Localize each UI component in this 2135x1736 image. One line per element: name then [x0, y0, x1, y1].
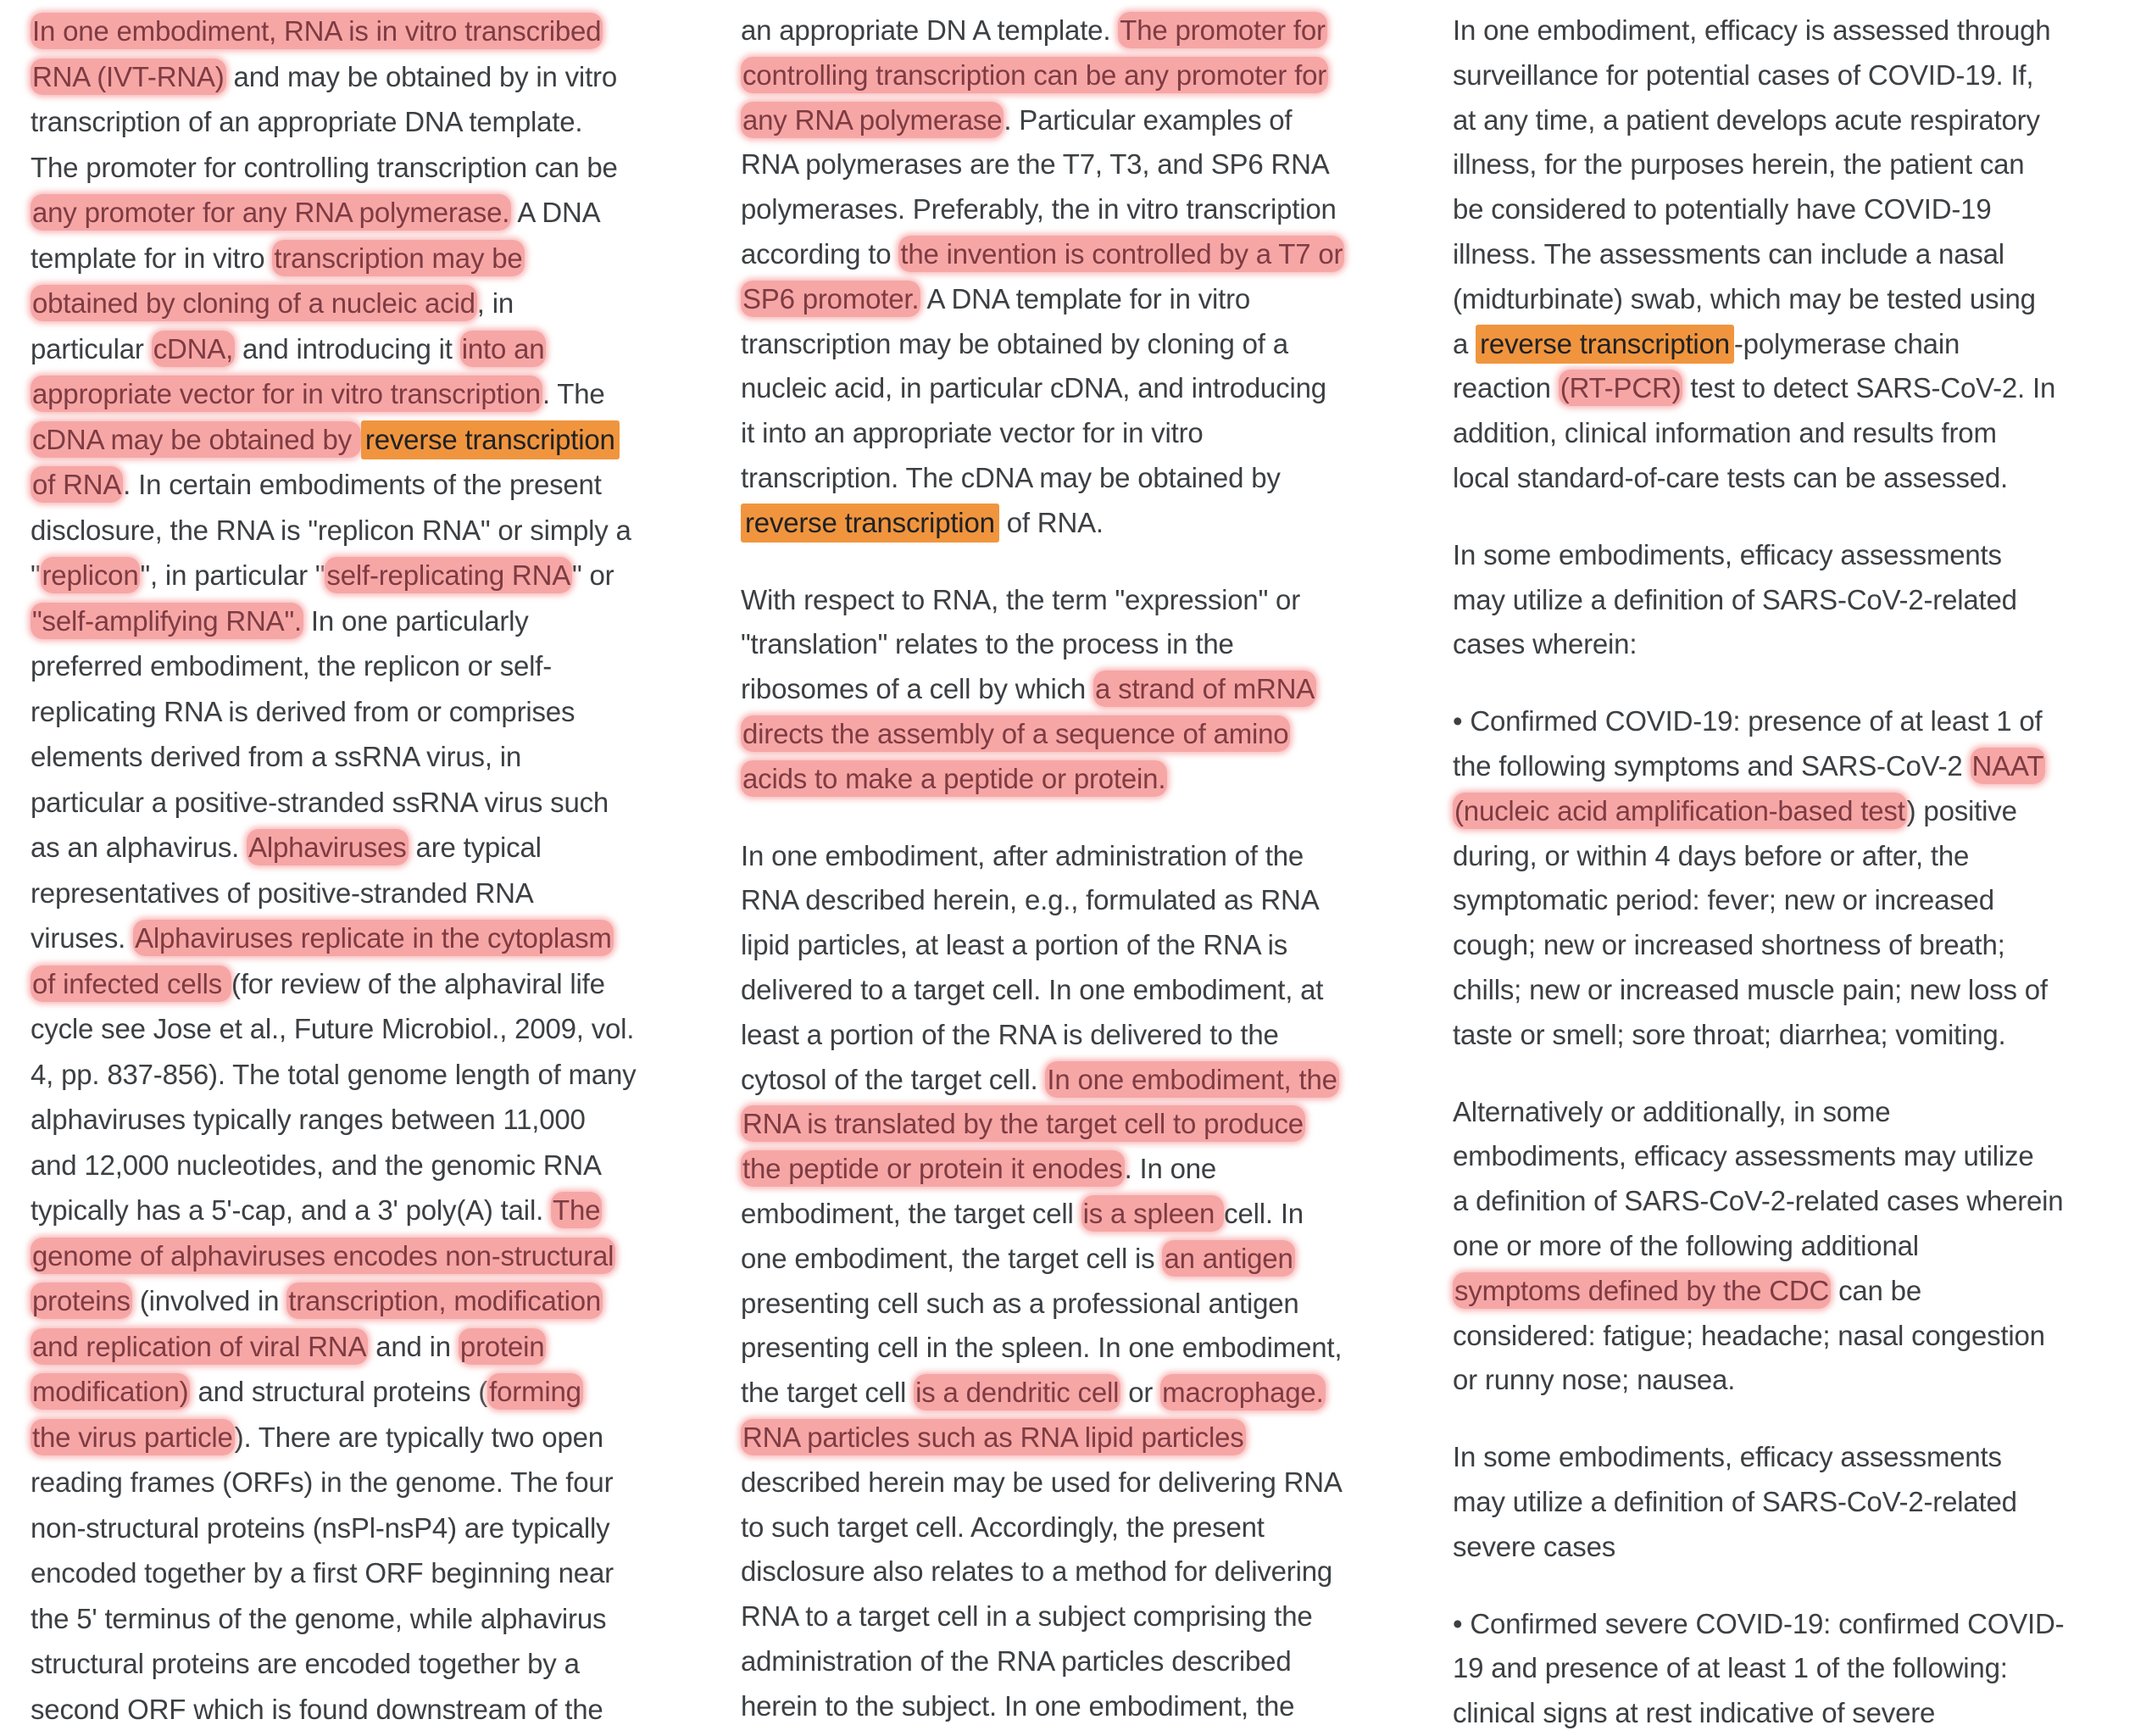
text-line [1453, 834, 2131, 879]
text-segment: and structural proteins ( [190, 1376, 488, 1407]
text-line [1453, 411, 2131, 456]
text-segment: local standard-of-care tests can be assessed. [1453, 461, 2009, 493]
pink-highlight: replicon [41, 557, 141, 593]
text-line [1453, 878, 2131, 923]
text-segment: ). There are typically two open [234, 1421, 603, 1453]
text-line [741, 456, 1419, 501]
text-column-3 [1453, 0, 2131, 1736]
text-line [1453, 322, 2131, 367]
text-line [741, 878, 1419, 923]
pink-highlight: cDNA, [152, 331, 235, 367]
pink-highlight: The promoter for [1118, 12, 1327, 48]
text-line [741, 1505, 1419, 1550]
text-segment: disclosure, the RNA is "replicon RNA" or simply a [31, 514, 631, 546]
text-segment: can be [1831, 1274, 1921, 1306]
text-line [741, 1326, 1419, 1371]
text-segment: , in [476, 287, 514, 319]
text-segment: -polymerase chain [1733, 327, 1960, 359]
text-segment: "translation" relates to the process in the [741, 628, 1234, 660]
text-line [31, 1052, 709, 1098]
text-segment: . Particular examples of [1004, 103, 1293, 136]
text-line [741, 411, 1419, 456]
text-segment: lipid particles, at least a portion of the RNA is [741, 929, 1288, 961]
pink-highlight: NAAT [1971, 748, 2046, 784]
text-line [1453, 699, 2131, 744]
text-segment: (for review of the alphaviral life [231, 967, 605, 999]
text-segment: In one embodiment, after administration of the [741, 839, 1304, 871]
text-line [741, 277, 1419, 322]
text-line [741, 142, 1419, 187]
text-line [1453, 8, 2131, 53]
pink-highlight: directs the assembly of a sequence of amino [741, 715, 1290, 752]
text-segment: ", in particular " [140, 559, 325, 591]
text-line [31, 1233, 709, 1279]
text-line [31, 326, 709, 372]
pink-highlight: RNA is translated by the target cell to produce [741, 1105, 1305, 1142]
text-line [741, 834, 1419, 879]
text-line [1453, 366, 2131, 411]
text-line [741, 1684, 1419, 1729]
text-segment: taste or smell; sore throat; diarrhea; vomiting. [1453, 1018, 2006, 1050]
orange-highlight: reverse transcription [741, 504, 999, 542]
text-line [741, 1639, 1419, 1684]
pink-highlight: acids to make a peptide or protein. [741, 760, 1167, 797]
text-segment: cycle see Jose et al., Future Microbiol., 2009, vol. [31, 1013, 635, 1044]
text-line [741, 578, 1419, 623]
pink-highlight: of RNA [31, 466, 123, 503]
text-line [741, 1102, 1419, 1147]
text-segment: second ORF which is found downstream of the [31, 1693, 603, 1725]
text-segment: transcription of an appropriate DNA template. [31, 106, 583, 137]
text-line [741, 1237, 1419, 1282]
text-segment: an appropriate DN A template. [741, 14, 1119, 46]
text-segment: to such target cell. Accordingly, the present [741, 1511, 1265, 1543]
text-segment: and introducing it [235, 332, 460, 364]
text-segment: RNA polymerases are the T7, T3, and SP6 RNA [741, 148, 1330, 181]
pink-highlight: of infected cells [31, 965, 231, 1002]
text-segment: replicating RNA is derived from or comprises [31, 695, 575, 727]
text-line [741, 1550, 1419, 1594]
text-segment: least a portion of the RNA is delivered to the [741, 1018, 1279, 1050]
text-segment: ribosomes of a cell by which [741, 673, 1094, 705]
text-line [31, 8, 709, 54]
paragraph-gap [1453, 667, 2131, 699]
text-line [741, 366, 1419, 411]
text-segment: delivered to a target cell. In one embodiment, at [741, 973, 1324, 1005]
text-segment: are typical [408, 832, 542, 863]
text-line [741, 1416, 1419, 1461]
text-line [1453, 1269, 2131, 1314]
text-segment: alphaviruses typically ranges between 11,000 [31, 1104, 586, 1135]
text-segment: (midturbinate) swab, which may be tested using [1453, 282, 2036, 314]
text-segment: clinical signs at rest indicative of severe [1453, 1697, 1936, 1729]
text-segment: elements derived from a ssRNA virus, in [31, 741, 522, 772]
text-segment: disclosure also relates to a method for delivering [741, 1555, 1333, 1588]
text-segment: or [1120, 1377, 1161, 1409]
text-line [1453, 1314, 2131, 1359]
text-segment: 19 and presence of at least 1 of the following: [1453, 1652, 2008, 1684]
text-segment: transcription may be obtained by cloning of a [741, 327, 1288, 359]
text-segment: as an alphavirus. [31, 832, 247, 863]
text-segment: reaction [1453, 372, 1559, 404]
text-line [31, 1324, 709, 1370]
text-segment: preferred embodiment, the replicon or self- [31, 650, 553, 682]
text-segment: and 12,000 nucleotides, and the genomic RNA [31, 1149, 602, 1181]
text-line [31, 99, 709, 145]
text-line [741, 622, 1419, 667]
text-segment: particular a positive-stranded ssRNA virus such [31, 786, 609, 818]
text-segment: or runny nose; nausea. [1453, 1364, 1736, 1396]
text-line [31, 871, 709, 916]
text-line [31, 1596, 709, 1642]
text-segment: test to detect SARS-CoV-2. In [1682, 372, 2056, 404]
text-segment: non-structural proteins (nsPl-nsP4) are typically [31, 1511, 610, 1544]
text-line [31, 915, 709, 961]
text-segment: ) positive [1906, 794, 2017, 826]
pink-highlight: genome of alphaviruses encodes non-structural [31, 1238, 615, 1274]
text-line [31, 417, 709, 463]
text-line [741, 968, 1419, 1013]
text-segment: chills; new or increased muscle pain; new loss of [1453, 973, 2048, 1005]
text-line [741, 1371, 1419, 1416]
text-segment: In some embodiments, efficacy assessments [1453, 1441, 2002, 1473]
text-segment: encoded together by a first ORF beginning near [31, 1557, 614, 1589]
text-line [31, 1097, 709, 1143]
pink-highlight: (RT-PCR) [1559, 370, 1683, 406]
text-line [1453, 1224, 2131, 1269]
pink-highlight: transcription may be [272, 240, 524, 276]
text-segment: of RNA. [998, 506, 1104, 538]
text-line [1453, 1480, 2131, 1525]
text-line [1453, 1602, 2131, 1647]
text-segment: a definition of SARS-CoV-2-related cases wherein [1453, 1185, 2064, 1217]
text-segment: . In one [1124, 1153, 1217, 1185]
pink-highlight: obtained by cloning of a nucleic acid [31, 285, 477, 321]
text-line [1453, 1646, 2131, 1691]
text-line [1453, 1358, 2131, 1403]
pink-highlight: controlling transcription can be any promoter for [741, 57, 1328, 93]
pink-highlight: protein [459, 1328, 547, 1365]
text-segment: structural proteins are encoded together by a [31, 1648, 580, 1679]
text-segment: (involved in [131, 1285, 287, 1316]
text-line [1453, 98, 2131, 143]
text-line [31, 54, 709, 100]
text-segment: transcription. The cDNA may be obtained by [741, 461, 1281, 493]
text-line [31, 281, 709, 326]
text-column-1 [31, 0, 709, 1732]
text-segment: during, or within 4 days before or after, the [1453, 839, 1970, 871]
text-segment: embodiment, the target cell [741, 1197, 1081, 1229]
text-line [741, 98, 1419, 143]
text-line [31, 236, 709, 281]
text-line [741, 712, 1419, 757]
text-line [1453, 1013, 2131, 1058]
text-segment: In one particularly [303, 604, 529, 637]
text-line [31, 1641, 709, 1687]
text-line [31, 371, 709, 417]
text-segment: typically has a 5'-cap, and a 3' poly(A) tail. [31, 1194, 552, 1226]
text-line [31, 734, 709, 780]
text-line [1453, 968, 2131, 1013]
paragraph-gap [1453, 1058, 2131, 1090]
text-segment: • Confirmed COVID-19: presence of at least 1 of [1453, 705, 2043, 737]
text-line [1453, 533, 2131, 578]
pink-highlight: modification) [31, 1373, 190, 1410]
text-segment: symptomatic period: fever; new or increased [1453, 884, 1994, 916]
pink-highlight: Alphaviruses replicate in the cytoplasm [133, 920, 614, 956]
pink-highlight: the peptide or protein it enodes [741, 1150, 1125, 1187]
text-segment: according to [741, 237, 899, 270]
text-segment: RNA described herein, e.g., formulated as RNA [741, 884, 1320, 916]
pink-highlight: any promoter for any RNA polymerase. [31, 194, 511, 231]
text-line [1453, 622, 2131, 667]
text-line [1453, 187, 2131, 232]
text-segment: presenting cell such as a professional antigen [741, 1287, 1299, 1319]
text-line [1453, 1435, 2131, 1480]
text-line [741, 53, 1419, 98]
pink-highlight: cDNA may be obtained by [31, 421, 361, 458]
text-line [31, 961, 709, 1007]
text-segment: • Confirmed severe COVID-19: confirmed COVID- [1453, 1607, 2065, 1639]
text-line [31, 1550, 709, 1596]
pink-highlight: macrophage. [1160, 1374, 1325, 1410]
text-line [31, 508, 709, 554]
text-line [31, 1143, 709, 1188]
text-segment: cytosol of the target cell. [741, 1063, 1046, 1095]
pink-highlight: a strand of mRNA [1093, 670, 1316, 707]
text-column-2 [741, 0, 1419, 1728]
pink-highlight: (nucleic acid amplification-based test [1453, 793, 1907, 829]
text-line [31, 190, 709, 236]
pink-highlight: SP6 promoter. [741, 281, 920, 317]
text-segment: a [1453, 327, 1476, 359]
text-line [741, 322, 1419, 367]
text-line [741, 1013, 1419, 1058]
text-segment: cough; new or increased shortness of breath; [1453, 929, 2005, 961]
text-segment: RNA to a target cell in a subject comprising the [741, 1600, 1313, 1633]
pink-highlight: appropriate vector for in vitro transcription [31, 376, 542, 412]
text-segment: it into an appropriate vector for in vitro [741, 417, 1204, 449]
pink-highlight: transcription, modification [286, 1283, 603, 1319]
text-segment: reading frames (ORFs) in the genome. The four [31, 1466, 614, 1498]
text-line [31, 1006, 709, 1052]
pink-highlight: into an [460, 331, 547, 367]
text-segment: illness, for the purposes herein, the patient can [1453, 148, 2025, 181]
text-line [741, 667, 1419, 712]
text-segment: . In certain embodiments of the present [123, 469, 602, 500]
text-line [31, 780, 709, 826]
text-segment: In some embodiments, efficacy assessments [1453, 538, 2002, 570]
pink-highlight: self-replicating RNA [325, 557, 572, 593]
orange-highlight: reverse transcription [1476, 325, 1734, 364]
text-segment: Alternatively or additionally, in some [1453, 1095, 1891, 1127]
paragraph-gap [741, 802, 1419, 834]
text-line [741, 757, 1419, 802]
text-segment: the 5' terminus of the genome, while alphavirus [31, 1602, 607, 1634]
text-line [741, 1192, 1419, 1237]
pink-highlight: the virus particle [31, 1419, 235, 1455]
text-line [741, 923, 1419, 968]
text-line [1453, 1525, 2131, 1570]
text-segment: cell. In [1224, 1197, 1304, 1229]
text-segment: administration of the RNA particles described [741, 1644, 1292, 1677]
text-segment: illness. The assessments can include a nasal [1453, 237, 2004, 270]
text-line [1453, 789, 2131, 834]
text-line [31, 462, 709, 508]
text-line [1453, 232, 2131, 277]
orange-highlight: reverse transcription [361, 420, 620, 459]
text-line [31, 643, 709, 689]
text-line [31, 1505, 709, 1551]
text-segment: cases wherein: [1453, 628, 1637, 660]
text-segment: considered: fatigue; headache; nasal congestion [1453, 1319, 2045, 1351]
pink-highlight: proteins [31, 1283, 132, 1319]
paragraph-gap [741, 546, 1419, 578]
paragraph-gap [1453, 1403, 2131, 1435]
text-segment: one or more of the following additional [1453, 1229, 1919, 1261]
text-line [31, 1460, 709, 1505]
text-segment: polymerases. Preferably, the in vitro transcription [741, 193, 1337, 225]
pink-highlight: is a dendritic cell [914, 1374, 1120, 1410]
text-line [1453, 578, 2131, 623]
pink-highlight: RNA particles such as RNA lipid particles [741, 1419, 1246, 1455]
text-segment: With respect to RNA, the term "expression" or [741, 583, 1300, 615]
text-line [31, 553, 709, 598]
text-line [31, 598, 709, 644]
text-segment: embodiments, efficacy assessments may utilize [1453, 1140, 2034, 1172]
text-line [1453, 53, 2131, 98]
text-segment: " or [572, 559, 614, 591]
text-segment: one embodiment, the target cell is [741, 1242, 1163, 1274]
text-line [1453, 1134, 2131, 1179]
pink-highlight: is a spleen [1081, 1195, 1225, 1232]
text-segment: particular [31, 332, 152, 364]
paragraph-gap [1453, 1570, 2131, 1602]
text-segment: severe cases [1453, 1530, 1616, 1562]
text-segment: addition, clinical information and results from [1453, 417, 1997, 449]
text-segment: The promoter for controlling transcription can be [31, 151, 618, 183]
pink-highlight: "self-amplifying RNA". [31, 603, 303, 639]
text-segment: and in [368, 1330, 459, 1362]
text-segment: . The [542, 378, 605, 409]
text-segment: may utilize a definition of SARS-CoV-2-related [1453, 1485, 2017, 1517]
text-segment: A DNA [511, 197, 601, 228]
text-line [31, 1369, 709, 1415]
pink-highlight: forming [487, 1373, 583, 1410]
text-segment: A DNA template for in vitro [920, 282, 1251, 314]
pink-highlight: In one embodiment, RNA is in vitro transcribed [31, 13, 603, 49]
pink-highlight: RNA (IVT-RNA) [31, 58, 226, 95]
text-segment: presenting cell in the spleen. In one embodiment, [741, 1332, 1343, 1364]
pink-highlight: The [551, 1192, 602, 1228]
text-segment: described herein may be used for delivering RNA [741, 1466, 1343, 1498]
text-segment: and may be obtained by in vitro [225, 60, 617, 92]
text-segment: herein to the subject. In one embodiment, the [741, 1689, 1295, 1722]
text-segment: template for in vitro [31, 242, 273, 274]
pink-highlight: the invention is controlled by a T7 or [898, 236, 1344, 272]
paragraph-gap [1453, 501, 2131, 533]
pink-highlight: symptoms defined by the CDC [1453, 1272, 1831, 1309]
text-line [1453, 456, 2131, 501]
text-line [741, 1147, 1419, 1192]
text-segment: be considered to potentially have COVID-19 [1453, 193, 1992, 225]
text-line [31, 1687, 709, 1733]
text-line [741, 187, 1419, 232]
pink-highlight: and replication of viral RNA [31, 1328, 368, 1365]
text-segment: the target cell [741, 1377, 915, 1409]
pink-highlight: any RNA polymerase [741, 102, 1004, 138]
text-segment: may utilize a definition of SARS-CoV-2-related [1453, 583, 2017, 615]
text-line [1453, 1179, 2131, 1224]
text-line [1453, 1090, 2131, 1135]
text-segment: In one embodiment, efficacy is assessed through [1453, 14, 2051, 46]
text-segment: nucleic acid, in particular cDNA, and introducing [741, 372, 1326, 404]
text-line [741, 1594, 1419, 1639]
text-segment: surveillance for potential cases of COVID-19. If, [1453, 58, 2034, 91]
text-line [741, 1461, 1419, 1505]
text-line [1453, 923, 2131, 968]
text-line [31, 1188, 709, 1233]
text-line [31, 825, 709, 871]
pink-highlight: In one embodiment, the [1045, 1061, 1338, 1098]
text-line [741, 8, 1419, 53]
text-line [31, 1278, 709, 1324]
text-line [741, 232, 1419, 277]
text-segment: at any time, a patient develops acute respiratory [1453, 103, 2040, 136]
text-segment: the following symptoms and SARS-CoV-2 [1453, 749, 1971, 782]
text-line [31, 1415, 709, 1461]
pink-highlight: an antigen [1162, 1240, 1294, 1277]
text-segment: representatives of positive-stranded RNA [31, 876, 534, 909]
text-line [1453, 142, 2131, 187]
text-segment: " [31, 559, 41, 591]
text-line [1453, 744, 2131, 789]
pink-highlight: Alphaviruses [247, 829, 409, 865]
text-line [31, 145, 709, 191]
text-segment: 4, pp. 837-856). The total genome length of many [31, 1058, 637, 1090]
text-line [31, 689, 709, 735]
text-line [741, 1058, 1419, 1103]
text-line [741, 1282, 1419, 1327]
text-segment: viruses. [31, 922, 134, 954]
text-line [741, 501, 1419, 546]
text-line [1453, 1691, 2131, 1736]
text-line [1453, 277, 2131, 322]
